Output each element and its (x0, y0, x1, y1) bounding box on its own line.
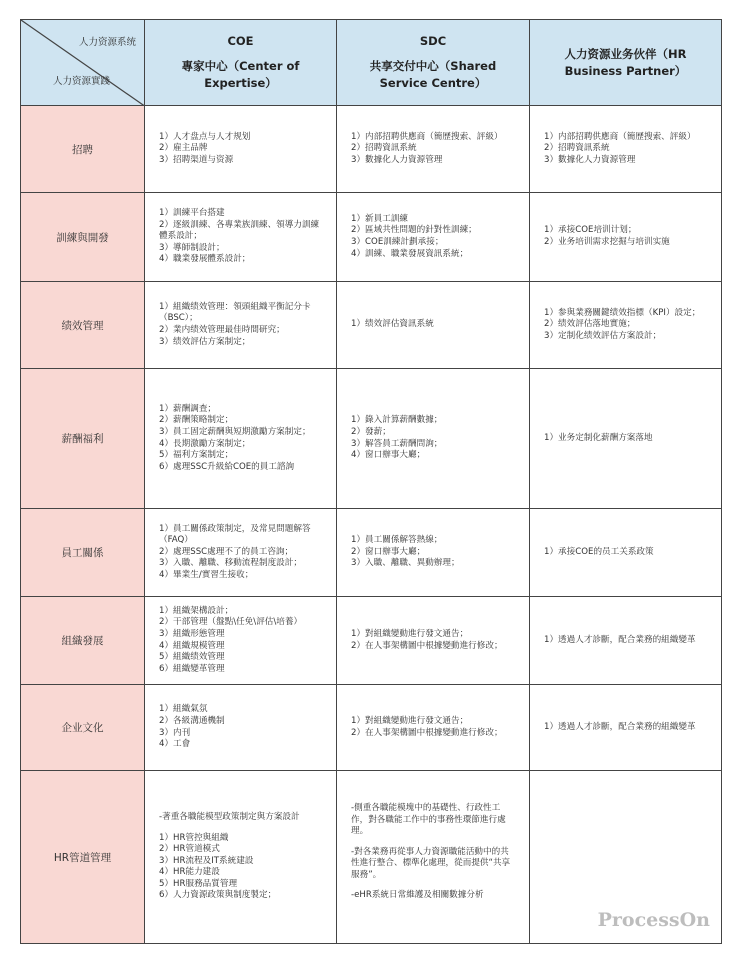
list-item: 4）工會 (159, 739, 191, 750)
column-header-hrbp (529, 19, 722, 106)
list-item: 4）長期激勵方案制定； (159, 438, 251, 449)
cell-hr-channel-sdc (336, 770, 530, 944)
list-item: 6）組織變革管理 (159, 663, 225, 674)
cell-employee-relations-sdc (336, 508, 530, 597)
cell-performance-hrbp (529, 281, 722, 369)
list-item: 1）HR管控與組織 (159, 832, 229, 843)
list-item: 1）承接COE的员工关系政策 (544, 546, 654, 557)
bullet-list (351, 319, 515, 331)
cell-performance-coe (144, 281, 337, 369)
bullet-list (159, 833, 322, 903)
bullet-list (159, 606, 322, 676)
bullet-list (351, 415, 515, 461)
list-item: 1）對組織變動進行發文通告； (351, 715, 469, 726)
list-item: 3）HR流程及IT系統建設 (159, 855, 254, 866)
list-item: 1）組織绩效管理：領頭組織平衡記分卡（BSC）； (159, 301, 311, 324)
bullet-list (544, 225, 707, 248)
cell-culture-coe (144, 684, 337, 771)
list-item: 1）人才盘点与人才规划 (159, 131, 251, 142)
cell-hr-channel-coe (144, 770, 337, 944)
list-item: 2）HR管道模式 (159, 844, 220, 855)
list-item: 3）組織形態管理 (159, 628, 225, 639)
cell-performance-sdc (336, 281, 530, 369)
list-item: 2）绩效評估落地實施； (544, 319, 636, 330)
bullet-list (351, 535, 515, 570)
list-item: 3）入職、離職、移動流程制度設計； (159, 558, 302, 569)
column-header-sdc (336, 19, 530, 106)
list-item: 3）绩效評估方案制定； (159, 336, 251, 347)
bullet-list (351, 132, 515, 167)
list-item: 5）HR服務品質管理 (159, 878, 238, 889)
cell-recruitment-coe (144, 105, 337, 193)
list-item: 6）人力資源政策與制度製定； (159, 890, 277, 901)
list-item: 4）組織規模管理 (159, 640, 225, 651)
list-item: 1）透過人才診斷，配合業務的組織變革 (544, 721, 696, 732)
lead-text: -著重各職能模型政策制定與方案設計 (159, 811, 300, 822)
row-header-compensation: 薪酬福利 (20, 368, 145, 509)
list-item: 1）員工關係政策制定，及常見問題解答（FAQ） (159, 523, 311, 546)
cell-compensation-sdc (336, 368, 530, 509)
cell-compensation-hrbp (529, 368, 722, 509)
list-item: 2）處理SSC處理不了的員工咨詢； (159, 546, 294, 557)
list-item: 1）員工關係解答熱線； (351, 535, 443, 546)
row-header-hr-channel: HR管道管理 (20, 770, 145, 944)
corner-column-label: 人力资源系统 (78, 37, 136, 48)
bullet-list (544, 308, 707, 343)
list-item: 2）發薪； (351, 426, 391, 437)
bullet-list (159, 704, 322, 750)
list-item: 3）解答員工薪酬問詢； (351, 438, 443, 449)
bullet-list (159, 302, 322, 348)
cell-compensation-coe (144, 368, 337, 509)
bullet-list (159, 404, 322, 474)
list-item: 1）訓練平台搭建 (159, 208, 225, 219)
cell-org-development-coe (144, 596, 337, 685)
list-item: 1）組織架構設計； (159, 605, 234, 616)
list-item: 2）薪酬策略制定； (159, 415, 234, 426)
list-item: 1）組織氣氛 (159, 704, 208, 715)
list-item: 3）導師制設計； (159, 242, 225, 253)
cell-training-coe (144, 192, 337, 282)
corner-cell (20, 19, 145, 106)
list-item: 3）内刊 (159, 727, 191, 738)
bullet-list (544, 722, 707, 734)
bullet-list (351, 214, 515, 260)
list-item: 4）職業發展體系設計； (159, 254, 251, 265)
list-item: 4）畢業生/實習生接收； (159, 569, 254, 580)
cell-org-development-hrbp (529, 596, 722, 685)
cell-recruitment-sdc (336, 105, 530, 193)
list-item: 2）干部管理（盤點\任免\評估\培養） (159, 617, 303, 628)
cell-culture-hrbp (529, 684, 722, 771)
cell-org-development-sdc (336, 596, 530, 685)
bullet-list (544, 132, 707, 167)
list-item: 2）窗口辦事大廳； (351, 546, 426, 557)
list-item: 5）組織绩效管理 (159, 652, 225, 663)
list-item: 5）福利方案制定； (159, 450, 234, 461)
list-item: 2）逐級訓練、各專業族訓練、領導力訓練體系設計； (159, 219, 320, 242)
bullet-list (544, 635, 707, 647)
list-item: 6）處理SSC升級給COE的員工諮詢 (159, 461, 295, 472)
cell-culture-sdc (336, 684, 530, 771)
list-item: 1）内部招聘供應商（簡歷搜索、評級） (351, 131, 503, 142)
column-header-title: 人力资源业务伙伴（HR Business Partner） (564, 46, 687, 78)
column-header-subtitle: 專家中心（Center of Expertise） (181, 59, 300, 90)
row-header-training: 訓練與開發 (20, 192, 145, 282)
bullet-list (159, 208, 322, 266)
list-item: 1）薪酬調査； (159, 403, 217, 414)
processon-watermark: ProcessOn (597, 909, 710, 931)
list-item: 4）訓練、職業發展資訊系統； (351, 248, 469, 259)
list-item: 1）錄入計算薪酬數據； (351, 415, 443, 426)
column-header-title: SDC (419, 34, 447, 48)
list-item: 3）招聘渠道与资源 (159, 154, 234, 165)
cell-recruitment-hrbp (529, 105, 722, 193)
list-item: 1）對組織變動進行發文通告； (351, 628, 469, 639)
list-item: 2）區域共性問題的針對性訓練； (351, 225, 477, 236)
row-header-org-development: 組織發展 (20, 596, 145, 685)
cell-training-hrbp (529, 192, 722, 282)
list-item: 4）HR能力建設 (159, 867, 220, 878)
list-item: 2）在人事架構圖中根據變動進行修改； (351, 727, 503, 738)
bullet-list (544, 547, 707, 559)
list-item: 2）招聘資訊系統 (544, 143, 610, 154)
list-item: 1）新員工訓練 (351, 213, 409, 224)
bullet-list (544, 433, 707, 445)
bullet-list (351, 716, 515, 739)
list-item: 2）业务培训需求挖掘与培训实施 (544, 237, 670, 247)
row-header-culture: 企业文化 (20, 684, 145, 771)
list-item: 2）招聘資訊系統 (351, 143, 417, 154)
list-item: 1）参與業務關鍵绩效指標（KPI）設定； (544, 307, 701, 318)
bullet-list (351, 629, 515, 652)
list-item: 3）數據化人力資源管理 (351, 154, 443, 165)
corner-row-label: 人力资源實踐 (53, 76, 111, 87)
paragraph: -側重各職能模塊中的基礎性、行政性工作，對各職能工作中的事務性環節進行處理。 (351, 802, 506, 837)
list-item: 2）業内绩效管理最佳時間研究； (159, 325, 285, 335)
list-item: 1）业务定制化薪酬方案落地 (544, 432, 653, 443)
row-header-performance: 绩效管理 (20, 281, 145, 369)
column-header-title: COE (227, 34, 254, 48)
cell-employee-relations-hrbp (529, 508, 722, 597)
list-item: 3）入職、離職、異動辦理； (351, 558, 460, 569)
paragraph: -eHR系統日常維護及相關數據分析 (351, 890, 484, 901)
list-item: 1）绩效評估資訊系統 (351, 319, 434, 330)
list-item: 2）在人事架構圖中根據變動進行修改； (351, 640, 503, 651)
row-header-employee-relations: 員工關係 (20, 508, 145, 597)
column-header-subtitle: 共享交付中心（Shared Service Centre） (369, 59, 497, 90)
paragraph: -對各業務再從事人力資源職能活動中的共性進行整合、標準化處理，從而提供“共享服務”。 (351, 846, 511, 880)
list-item: 1）内部招聘供應商（簡歷搜索、評級） (544, 131, 696, 142)
cell-training-sdc (336, 192, 530, 282)
list-item: 1）透過人才診斷，配合業務的組織變革 (544, 634, 696, 645)
list-item: 3）員工固定薪酬與短期激勵方案制定； (159, 426, 311, 437)
list-item: 3）COE訓練計劃承接； (351, 237, 444, 247)
list-item: 1）承接COE培训计划； (544, 225, 637, 236)
bullet-list (159, 524, 322, 582)
list-item: 3）定制化绩效評估方案設計； (544, 330, 662, 341)
row-header-recruitment: 招聘 (20, 105, 145, 193)
cell-employee-relations-coe (144, 508, 337, 597)
list-item: 2）各級溝通機制 (159, 715, 225, 726)
column-header-coe (144, 19, 337, 106)
list-item: 4）窗口辦事大廳； (351, 450, 426, 461)
list-item: 3）數據化人力資源管理 (544, 154, 636, 165)
bullet-list (159, 132, 322, 167)
list-item: 2）雇主品牌 (159, 143, 208, 154)
